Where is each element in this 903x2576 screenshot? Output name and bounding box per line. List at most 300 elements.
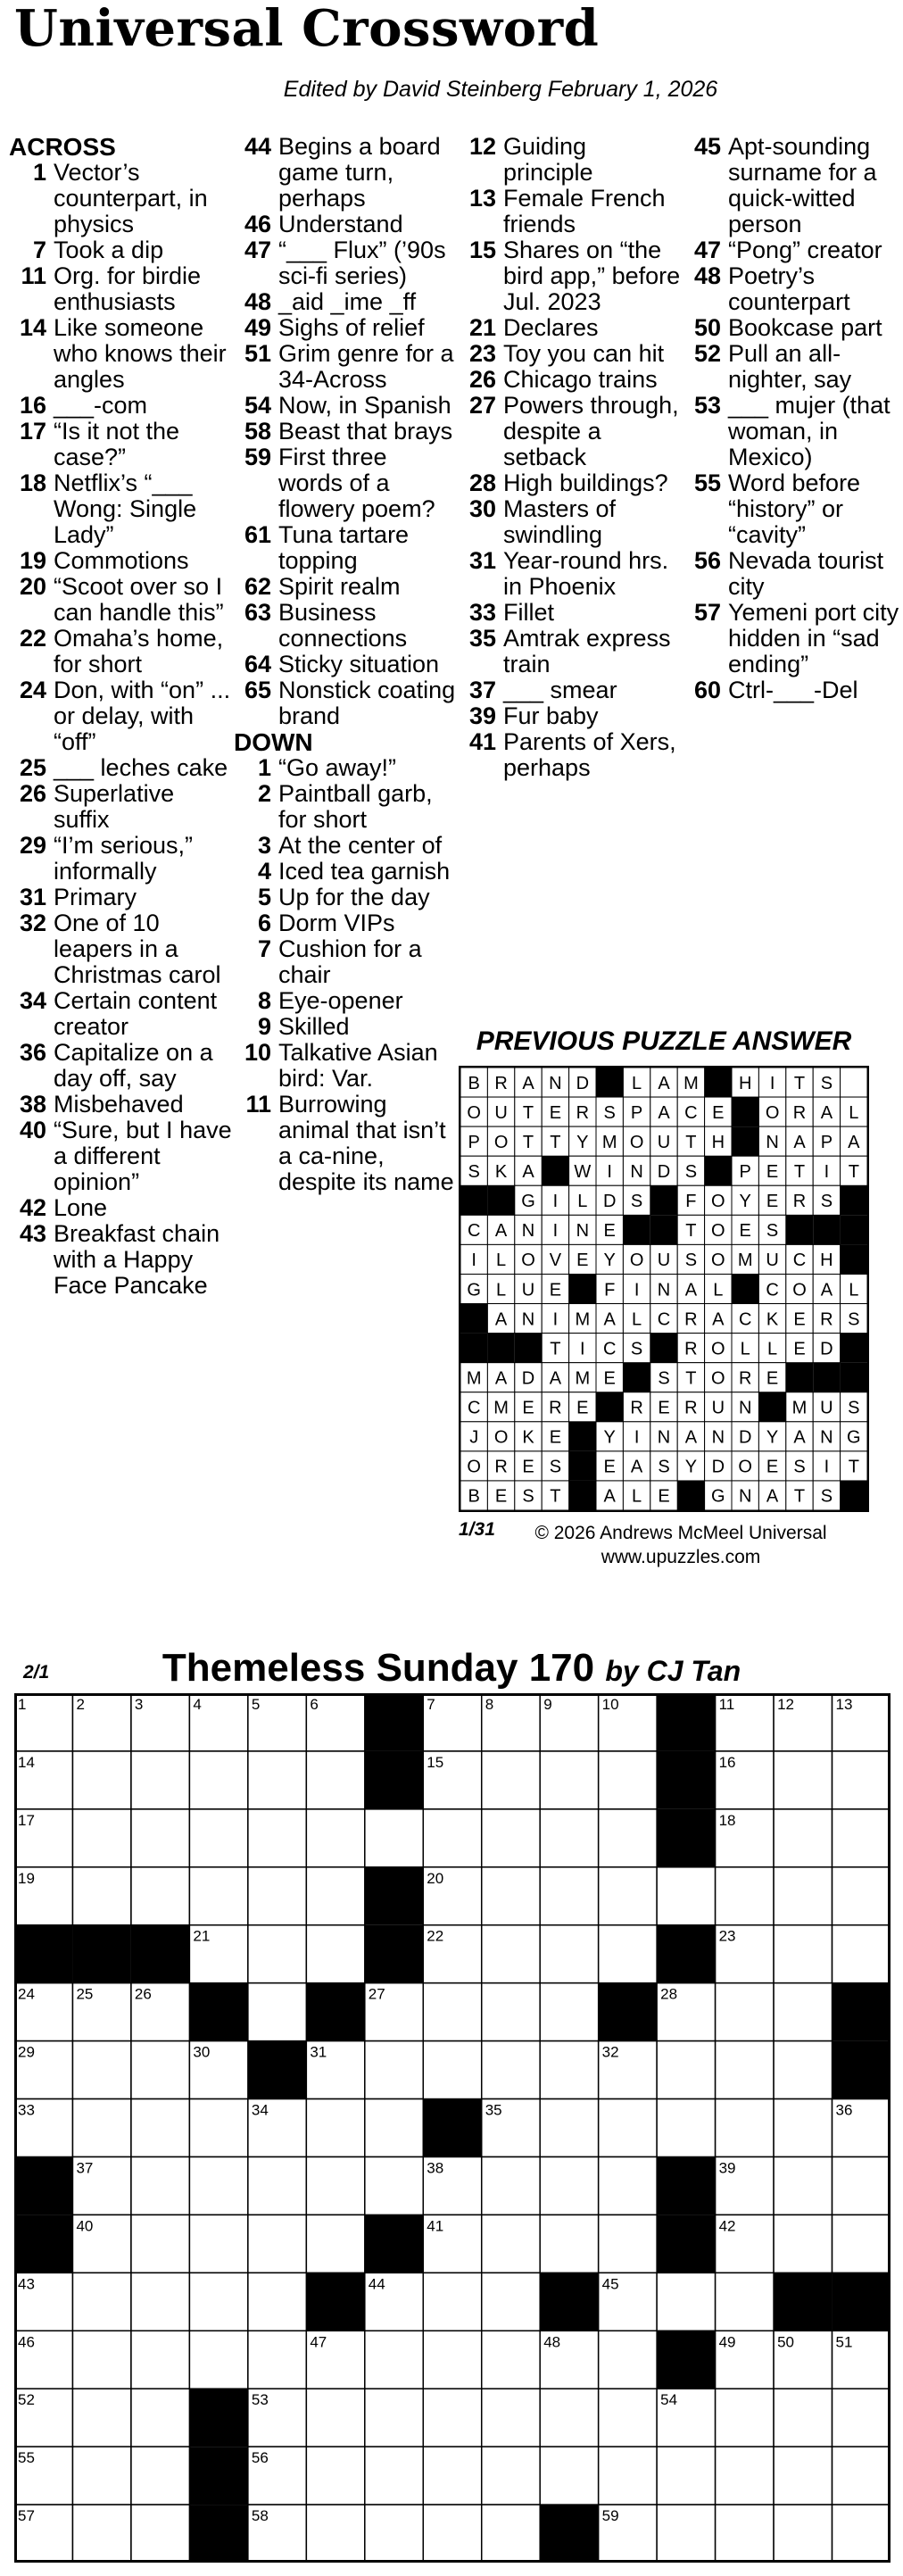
answer-letter: O <box>521 1251 535 1271</box>
clue-item <box>9 988 232 1040</box>
answer-letter: M <box>575 1309 591 1330</box>
clue-text: Guiding principle <box>503 133 593 186</box>
clue-number: 57 <box>693 599 721 626</box>
clue-number: 26 <box>468 366 496 393</box>
clue-number: 26 <box>19 780 46 807</box>
cell-number: 25 <box>76 1985 94 2003</box>
grid-cell[interactable] <box>189 1867 247 1925</box>
answer-letter: S <box>603 1102 616 1123</box>
answer-letter: O <box>711 1339 725 1359</box>
grid-cell[interactable] <box>189 1809 247 1867</box>
grid-cell[interactable] <box>482 2505 540 2563</box>
grid-cell[interactable] <box>657 2273 715 2331</box>
black-square <box>540 2273 598 2331</box>
answer-cell <box>841 1068 867 1097</box>
clue-item <box>234 781 457 833</box>
cell-number: 18 <box>718 1811 736 1829</box>
black-square <box>623 1215 650 1244</box>
grid-cell[interactable] <box>833 2505 891 2563</box>
grid-cell[interactable] <box>482 2156 540 2215</box>
clue-number: 1 <box>32 159 46 186</box>
clue-number: 58 <box>244 418 271 445</box>
grid-cell[interactable] <box>306 1809 364 1867</box>
clue-text: Beast that brays <box>278 418 453 445</box>
previous-answer-grid <box>459 1066 869 1512</box>
clue-number: 30 <box>468 495 496 522</box>
grid-cell[interactable] <box>716 2041 774 2099</box>
grid-cell[interactable] <box>306 1867 364 1925</box>
grid-cell[interactable] <box>657 2447 715 2505</box>
grid-cell[interactable] <box>599 2215 657 2273</box>
grid-cell[interactable] <box>540 1809 598 1867</box>
grid-cell[interactable] <box>599 2156 657 2215</box>
black-square <box>833 2273 891 2331</box>
grid-cell[interactable] <box>774 2156 832 2215</box>
grid-cell[interactable] <box>131 2331 189 2389</box>
answer-letter: O <box>493 1427 509 1448</box>
answer-letter: L <box>632 1486 642 1507</box>
grid-cell[interactable] <box>833 1867 891 1925</box>
grid-cell[interactable] <box>423 2389 481 2447</box>
grid-cell[interactable] <box>72 2273 130 2331</box>
grid-cell[interactable] <box>540 2156 598 2215</box>
answer-letter: R <box>820 1309 833 1330</box>
grid-cell[interactable] <box>189 1751 247 1809</box>
grid-cell[interactable] <box>72 2447 130 2505</box>
black-square <box>758 1392 785 1422</box>
clue-number: 29 <box>19 832 46 859</box>
answer-letter: S <box>820 1486 833 1507</box>
grid-cell[interactable] <box>716 1983 774 2041</box>
puzzle-title-text: Themeless Sunday 170 <box>162 1646 595 1690</box>
grid-cell[interactable] <box>423 2041 481 2099</box>
puzzle-title <box>0 1646 903 1691</box>
grid-cell[interactable] <box>72 1751 130 1809</box>
grid-cell[interactable] <box>716 2447 774 2505</box>
grid-cell[interactable] <box>131 2447 189 2505</box>
clue-number: 10 <box>244 1039 271 1066</box>
grid-cell[interactable] <box>248 1867 306 1925</box>
answer-letter: Y <box>766 1427 779 1448</box>
clue-number: 42 <box>19 1194 46 1221</box>
grid-cell[interactable] <box>189 2273 247 2331</box>
black-square <box>650 1215 677 1244</box>
clue-number: 37 <box>468 677 496 703</box>
answer-letter: E <box>766 1192 779 1212</box>
grid-cell[interactable] <box>423 1809 481 1867</box>
grid-cell[interactable] <box>189 2215 247 2273</box>
answer-letter: O <box>792 1280 807 1300</box>
answer-letter: N <box>549 1073 562 1093</box>
answer-letter: U <box>657 1251 671 1271</box>
grid-cell[interactable] <box>72 2099 130 2157</box>
clue-text: Begins a board game turn, perhaps <box>278 133 441 212</box>
cell-number: 4 <box>193 1696 202 1713</box>
clue-item <box>234 677 457 729</box>
grid-cell[interactable] <box>365 2389 423 2447</box>
grid-cell[interactable] <box>365 2041 423 2099</box>
cell-number: 56 <box>251 2449 269 2467</box>
clue-item <box>234 755 457 781</box>
clue-item <box>9 574 232 626</box>
answer-letter: L <box>713 1280 724 1300</box>
grid-cell[interactable] <box>774 2099 832 2157</box>
grid-cell[interactable] <box>248 2156 306 2215</box>
grid-cell[interactable] <box>248 2215 306 2273</box>
grid-cell[interactable] <box>540 2041 598 2099</box>
grid-cell[interactable] <box>833 2215 891 2273</box>
clue-text: Year-round hrs. in Phoenix <box>503 547 669 600</box>
clue-text: Nevada tourist city <box>728 547 884 600</box>
grid-cell[interactable] <box>540 1925 598 1983</box>
grid-cell[interactable] <box>482 1751 540 1809</box>
grid-cell[interactable] <box>482 2447 540 2505</box>
grid-cell[interactable] <box>482 1809 540 1867</box>
answer-letter: C <box>684 1102 698 1123</box>
grid-cell[interactable] <box>306 1925 364 1983</box>
answer-letter: E <box>549 1102 562 1123</box>
answer-letter: U <box>657 1132 671 1152</box>
clue-item <box>9 1195 232 1221</box>
grid-cell[interactable] <box>599 1867 657 1925</box>
grid-cell[interactable] <box>365 2331 423 2389</box>
black-square <box>813 1363 840 1392</box>
answer-letter: R <box>738 1368 752 1389</box>
cell-number: 49 <box>718 2333 736 2351</box>
grid-cell[interactable] <box>599 2389 657 2447</box>
grid-cell[interactable] <box>716 1867 774 1925</box>
cell-number: 12 <box>777 1696 794 1713</box>
grid-cell[interactable] <box>482 2041 540 2099</box>
answer-letter: L <box>740 1339 750 1359</box>
grid-cell[interactable] <box>72 1809 130 1867</box>
answer-letter: I <box>634 1427 640 1448</box>
black-square <box>657 1693 715 1751</box>
clue-number: 33 <box>468 599 496 626</box>
grid-cell[interactable] <box>131 2215 189 2273</box>
grid-cell[interactable] <box>306 2099 364 2157</box>
answer-letter: A <box>658 1102 670 1123</box>
grid-cell[interactable] <box>131 1867 189 1925</box>
grid-cell[interactable] <box>482 1925 540 1983</box>
grid-cell[interactable] <box>482 2273 540 2331</box>
answer-letter: C <box>738 1309 752 1330</box>
grid-cell[interactable] <box>423 1983 481 2041</box>
grid-cell[interactable] <box>774 1983 832 2041</box>
answer-letter: F <box>604 1280 616 1300</box>
black-square <box>131 1925 189 1983</box>
grid-cell[interactable] <box>482 2215 540 2273</box>
grid-cell[interactable] <box>774 2215 832 2273</box>
clue-text: “Go away!” <box>278 754 397 781</box>
cell-number: 21 <box>193 1927 211 1945</box>
grid-cell[interactable] <box>72 2505 130 2563</box>
grid-cell[interactable] <box>365 2156 423 2215</box>
answer-letter: A <box>494 1309 508 1330</box>
grid-cell[interactable] <box>540 1867 598 1925</box>
answer-letter: M <box>683 1073 699 1093</box>
grid-cell[interactable] <box>248 1809 306 1867</box>
cell-number: 7 <box>427 1696 435 1713</box>
answer-letter: O <box>711 1251 725 1271</box>
answer-letter: E <box>576 1398 589 1418</box>
cell-number: 35 <box>485 2101 502 2119</box>
grid-cell[interactable] <box>833 1751 891 1809</box>
grid-cell[interactable] <box>833 2447 891 2505</box>
grid-cell[interactable] <box>482 1983 540 2041</box>
cell-number: 11 <box>718 1696 735 1713</box>
answer-letter: I <box>580 1339 585 1359</box>
answer-letter: D <box>602 1192 617 1212</box>
cell-number: 13 <box>835 1696 853 1713</box>
grid-cell[interactable] <box>189 2099 247 2157</box>
grid-cell[interactable] <box>657 2505 715 2563</box>
grid-cell[interactable] <box>657 2041 715 2099</box>
grid-cell[interactable] <box>131 2505 189 2563</box>
grid-cell[interactable] <box>599 1751 657 1809</box>
grid-cell[interactable] <box>306 2505 364 2563</box>
grid-cell[interactable] <box>131 1751 189 1809</box>
answer-letter: R <box>549 1398 562 1418</box>
grid-cell[interactable] <box>248 2273 306 2331</box>
black-square <box>540 2505 598 2563</box>
black-square <box>841 1481 867 1510</box>
grid-cell[interactable] <box>833 1925 891 1983</box>
clue-number: 55 <box>693 469 721 496</box>
black-square <box>569 1451 596 1481</box>
black-square <box>306 1983 364 2041</box>
clue-number: 61 <box>244 521 271 548</box>
grid-cell[interactable] <box>365 2447 423 2505</box>
copyright <box>489 1521 873 1569</box>
grid-cell[interactable] <box>774 1809 832 1867</box>
grid-cell[interactable] <box>599 1925 657 1983</box>
answer-letter: U <box>521 1280 535 1300</box>
clue-number: 2 <box>257 780 271 807</box>
clue-number: 21 <box>468 314 496 341</box>
clue-item <box>234 341 457 393</box>
grid-cell[interactable] <box>189 2331 247 2389</box>
answer-letter: P <box>820 1132 833 1152</box>
grid-cell[interactable] <box>306 1751 364 1809</box>
grid-cell[interactable] <box>774 1925 832 1983</box>
cell-number: 45 <box>601 2275 619 2293</box>
answer-letter: A <box>522 1073 534 1093</box>
clue-text: Powers through, despite a setback <box>503 392 679 470</box>
crossword-grid[interactable] <box>14 1693 891 2567</box>
grid-cell[interactable] <box>306 2447 364 2505</box>
grid-cell[interactable] <box>72 2331 130 2389</box>
grid-cell[interactable] <box>248 1925 306 1983</box>
grid-cell[interactable] <box>774 1867 832 1925</box>
clue-number: 23 <box>468 340 496 367</box>
answer-letter: C <box>602 1339 617 1359</box>
clue-number: 54 <box>244 392 271 419</box>
cell-number: 19 <box>18 1869 35 1887</box>
black-square <box>248 2041 306 2099</box>
grid-cell[interactable] <box>599 2099 657 2157</box>
cell-number: 41 <box>427 2217 444 2235</box>
answer-letter: S <box>468 1162 480 1183</box>
cell-number: 26 <box>134 1985 152 2003</box>
answer-letter: O <box>765 1102 780 1123</box>
grid-cell[interactable] <box>540 2447 598 2505</box>
grid-cell[interactable] <box>599 2447 657 2505</box>
clue-text: Commotions <box>54 547 189 574</box>
clue-text: Toy you can hit <box>503 340 665 367</box>
grid-cell[interactable] <box>423 2505 481 2563</box>
clue-item <box>459 548 682 600</box>
cell-number: 58 <box>251 2507 269 2525</box>
grid-cell[interactable] <box>774 2447 832 2505</box>
grid-cell[interactable] <box>833 1809 891 1867</box>
answer-letter: O <box>711 1221 725 1242</box>
answer-letter: N <box>521 1221 535 1242</box>
clue-text: First three words of a flowery poem? <box>278 444 435 522</box>
grid-cell[interactable] <box>657 2099 715 2157</box>
clue-item <box>683 134 902 237</box>
grid-cell[interactable] <box>365 2505 423 2563</box>
answer-letter: L <box>496 1280 507 1300</box>
clue-item <box>459 626 682 677</box>
grid-cell[interactable] <box>482 1867 540 1925</box>
grid-cell[interactable] <box>189 2156 247 2215</box>
grid-cell[interactable] <box>423 2331 481 2389</box>
answer-letter: S <box>793 1457 806 1477</box>
answer-letter: E <box>549 1280 562 1300</box>
black-square <box>623 1363 650 1392</box>
grid-cell[interactable] <box>365 2099 423 2157</box>
grid-cell[interactable] <box>131 2389 189 2447</box>
clue-column-3 <box>459 134 682 781</box>
answer-letter: N <box>820 1427 833 1448</box>
clue-text: Netflix’s “___ Wong: Single Lady” <box>54 469 197 548</box>
black-square <box>657 1809 715 1867</box>
clue-number: 62 <box>244 573 271 600</box>
black-square <box>515 1334 542 1363</box>
answer-letter: G <box>847 1427 861 1448</box>
grid-cell[interactable] <box>131 2041 189 2099</box>
grid-cell[interactable] <box>540 2389 598 2447</box>
clue-number: 14 <box>19 314 46 341</box>
grid-cell[interactable] <box>72 1867 130 1925</box>
answer-letter: M <box>601 1132 617 1152</box>
grid-cell[interactable] <box>716 2389 774 2447</box>
grid-cell[interactable] <box>248 2331 306 2389</box>
answer-letter: L <box>849 1102 859 1123</box>
grid-cell[interactable] <box>306 2215 364 2273</box>
clue-item <box>9 548 232 574</box>
clue-number: 6 <box>257 910 271 936</box>
grid-cell[interactable] <box>774 2505 832 2563</box>
cell-number: 29 <box>18 2043 35 2061</box>
grid-cell[interactable] <box>716 2273 774 2331</box>
grid-cell[interactable] <box>248 1983 306 2041</box>
grid-cell[interactable] <box>306 2156 364 2215</box>
answer-letter: U <box>766 1251 779 1271</box>
grid-cell[interactable] <box>423 2447 481 2505</box>
grid-cell[interactable] <box>540 1983 598 2041</box>
grid-cell[interactable] <box>716 2505 774 2563</box>
black-square <box>14 1925 72 1983</box>
answer-letter: S <box>820 1192 833 1212</box>
grid-cell[interactable] <box>833 2389 891 2447</box>
grid-cell[interactable] <box>657 1867 715 1925</box>
clue-text: At the center of <box>278 832 443 859</box>
grid-cell[interactable] <box>833 2156 891 2215</box>
clue-number: 5 <box>257 884 271 910</box>
clue-item <box>9 677 232 755</box>
grid-cell[interactable] <box>131 2156 189 2215</box>
grid-cell[interactable] <box>599 1809 657 1867</box>
grid-cell[interactable] <box>131 2099 189 2157</box>
grid-cell[interactable] <box>306 2389 364 2447</box>
grid-cell[interactable] <box>599 2331 657 2389</box>
clue-number: 36 <box>19 1039 46 1066</box>
grid-cell[interactable] <box>365 1809 423 1867</box>
black-square <box>833 2041 891 2099</box>
puzzle-author: by CJ Tan <box>605 1655 741 1687</box>
black-square <box>774 2273 832 2331</box>
cell-number: 59 <box>601 2507 619 2525</box>
grid-cell[interactable] <box>72 2389 130 2447</box>
clue-item <box>9 781 232 833</box>
answer-letter: U <box>711 1398 725 1418</box>
clue-number: 43 <box>19 1220 46 1247</box>
answer-letter: D <box>738 1427 752 1448</box>
grid-cell[interactable] <box>774 2389 832 2447</box>
grid-cell[interactable] <box>716 2099 774 2157</box>
clue-number: 41 <box>468 728 496 755</box>
grid-cell[interactable] <box>72 2041 130 2099</box>
answer-letter: N <box>766 1132 779 1152</box>
clue-number: 18 <box>19 469 46 496</box>
down-header: DOWN <box>234 728 313 756</box>
grid-cell[interactable] <box>131 2273 189 2331</box>
grid-cell[interactable] <box>540 1751 598 1809</box>
grid-cell[interactable] <box>423 2273 481 2331</box>
clue-number: 51 <box>244 340 271 367</box>
answer-letter: S <box>549 1457 562 1477</box>
answer-letter: B <box>468 1073 480 1093</box>
answer-letter: S <box>630 1339 643 1359</box>
clue-item <box>9 419 232 470</box>
cell-number: 17 <box>18 1811 35 1829</box>
grid-cell[interactable] <box>540 2215 598 2273</box>
grid-cell[interactable] <box>131 1809 189 1867</box>
clue-text: Don, with “on” ... or delay, with “off” <box>54 677 231 755</box>
grid-cell[interactable] <box>540 2099 598 2157</box>
answer-letter: I <box>824 1162 830 1183</box>
grid-cell[interactable] <box>774 2041 832 2099</box>
black-square <box>460 1304 487 1334</box>
answer-letter: R <box>792 1192 807 1212</box>
grid-cell[interactable] <box>482 2389 540 2447</box>
clue-item <box>234 1040 457 1092</box>
answer-letter: T <box>550 1132 561 1152</box>
grid-cell[interactable] <box>774 1751 832 1809</box>
grid-cell[interactable] <box>482 2331 540 2389</box>
clue-number: 38 <box>19 1091 46 1118</box>
grid-cell[interactable] <box>248 1751 306 1809</box>
cell-number: 44 <box>368 2275 385 2293</box>
answer-letter: O <box>711 1192 725 1212</box>
cell-number: 47 <box>310 2333 327 2351</box>
answer-letter: E <box>658 1398 670 1418</box>
cell-number: 3 <box>134 1696 144 1713</box>
answer-letter: N <box>521 1309 535 1330</box>
copyright-line: © 2026 Andrews McMeel Universal <box>534 1523 827 1543</box>
